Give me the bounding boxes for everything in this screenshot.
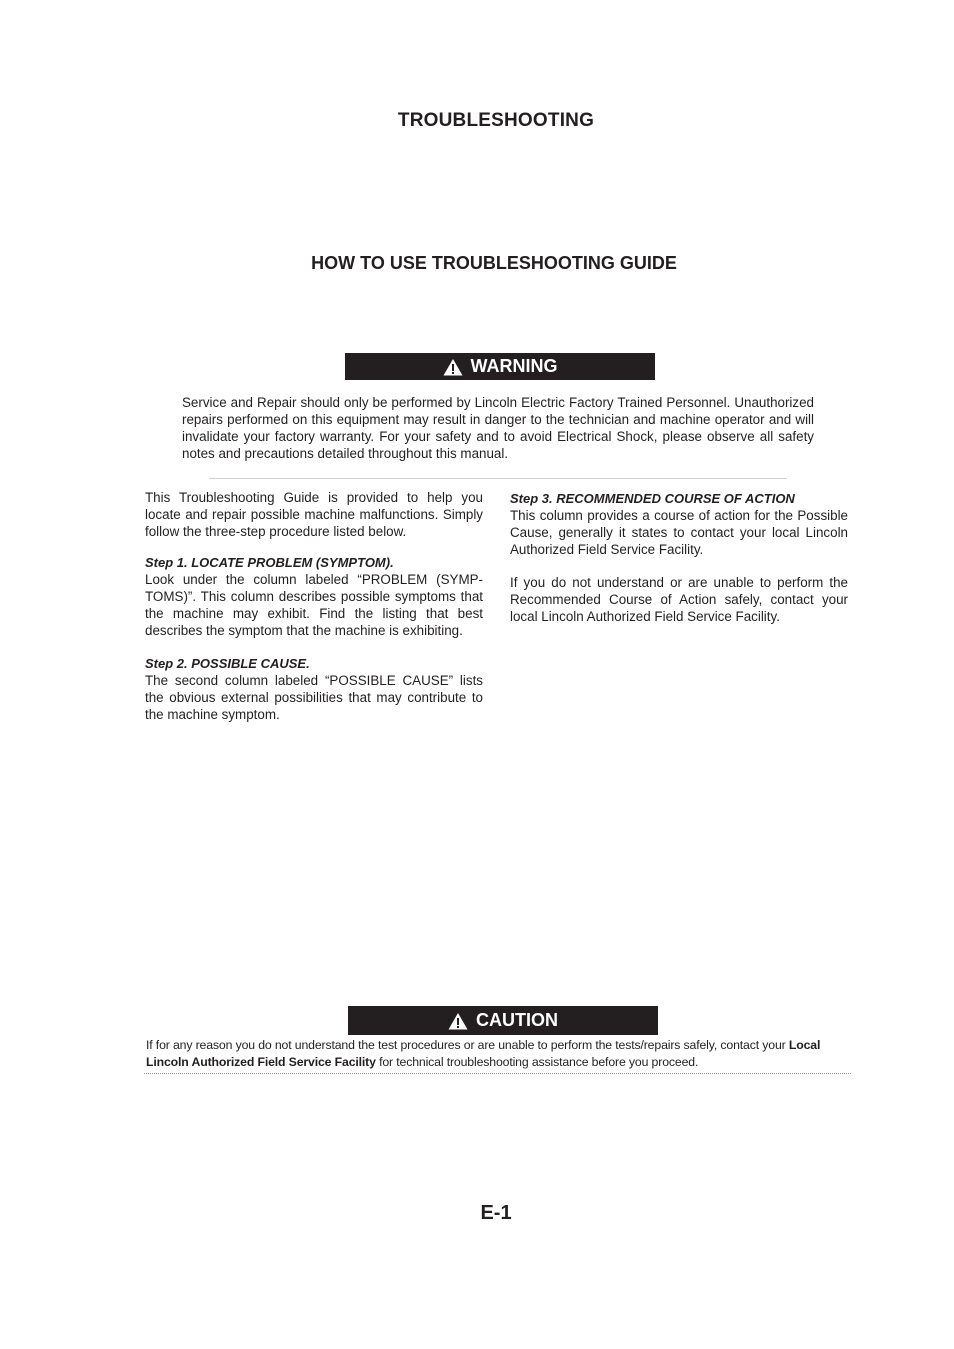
section-title: TROUBLESHOOTING [397, 110, 595, 131]
step-2-body: The second column labeled “POSSIBLE CAUSE” lists the obvious external possibilities that may contribute to the machine symptom. [145, 673, 483, 722]
intro-paragraph: This Troubleshooting Guide is provided to help you locate and repair possible machine malfunctions. Simply follow the three-step procedure listed below. [145, 490, 483, 539]
warning-triangle-icon [443, 358, 463, 376]
section-divider [209, 478, 787, 479]
warning-triangle-icon [448, 1012, 468, 1030]
warning-banner [345, 353, 655, 380]
caution-text-before: If for any reason you do not understand the test procedures or are unable to perform the tests/repairs safely, contact your [146, 1038, 789, 1052]
warning-text: Service and Repair should only be performed by Lincoln Electric Factory Trained Personnel. Unauthorized repairs performed on this equipment may result in danger to the technician and machine operator and will invalidate your factory warranty. For your safety and to avoid Electrical Shock, please observe all safety notes and precautions detailed throughout this manual. [182, 395, 814, 461]
caution-divider [144, 1073, 851, 1074]
right-column [510, 490, 848, 625]
caution-text-bold: Local Lincoln Authorized Field Service Facility [146, 1038, 821, 1069]
step-2-heading: Step 2. POSSIBLE CAUSE. [145, 656, 310, 671]
step-3-heading: Step 3. RECOMMENDED COURSE OF ACTION [510, 491, 795, 506]
caution-text-after: for technical troubleshooting assistance before you proceed. [375, 1055, 699, 1069]
left-column [145, 489, 483, 723]
caution-text [146, 1037, 854, 1071]
closing-note: If you do not understand or are unable to perform the Recommended Course of Action safely, contact your local Lincoln Authorized Field Service Facility. [510, 575, 848, 624]
step-1-body: Look under the column labeled “PROBLEM (SYMP-TOMS)”. This column describes possible symptoms that the machine may exhibit. Find the listing that best describes the symptom that the machine is exhibiting. [145, 572, 483, 638]
page-number: E-1 [480, 1202, 512, 1224]
caution-label: CAUTION [476, 1010, 558, 1030]
warning-label: WARNING [470, 356, 558, 376]
step-3-body: This column provides a course of action for the Possible Cause, generally it states to contact your local Lincoln Authorized Field Service Facility. [510, 508, 848, 557]
step-1-heading: Step 1. LOCATE PROBLEM (SYMPTOM). [145, 555, 394, 570]
guide-heading: HOW TO USE TROUBLESHOOTING GUIDE [311, 253, 677, 273]
caution-banner [348, 1006, 658, 1035]
